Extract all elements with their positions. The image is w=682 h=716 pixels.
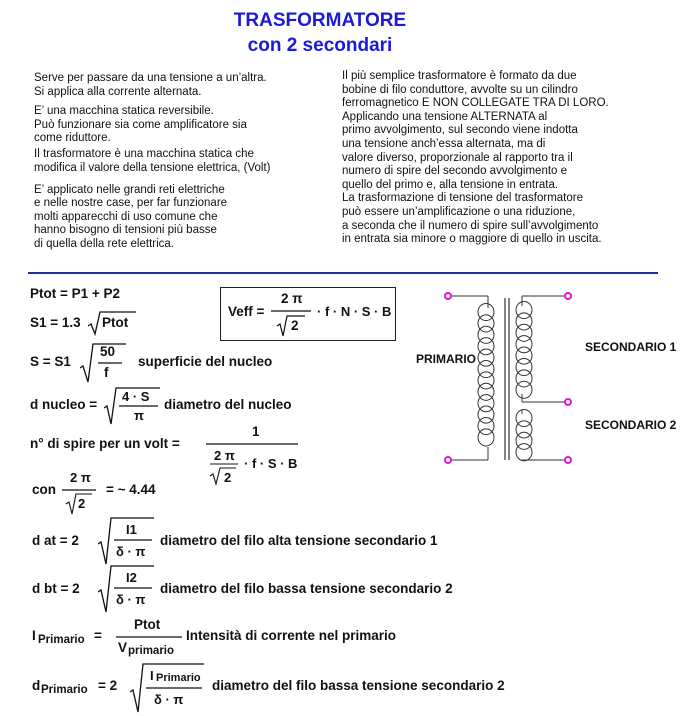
right-line: può essere un’amplificazione o una riduzione, — [342, 205, 576, 218]
formula-d-primario — [30, 662, 550, 714]
left-line: e nelle nostre case, per far funzionare — [34, 197, 228, 210]
con-denominator: 2 — [78, 496, 86, 511]
dp-numerator: I — [150, 668, 154, 683]
dat-denominator: δ · π — [116, 544, 146, 559]
right-line: primo avvolgimento, sul secondo viene indotta — [342, 124, 578, 137]
ip-lhs: I — [32, 628, 36, 643]
s-denominator: f — [104, 365, 109, 380]
s-numerator: 50 — [100, 344, 116, 359]
dbt-description: diametro del filo bassa tensione secondario 2 — [160, 581, 453, 596]
formula-d-at — [30, 516, 480, 566]
terminal-dot — [565, 457, 571, 463]
left-line: di quella della rete elettrica. — [34, 237, 174, 250]
dn-description: diametro del nucleo — [164, 397, 292, 412]
left-line: come riduttore. — [34, 132, 111, 145]
left-line: E’ applicato nelle grandi reti elettriche — [34, 183, 225, 196]
left-line: hanno bisogno di tensioni più basse — [34, 224, 217, 237]
terminal-dot — [445, 293, 451, 299]
secondary-2-coil — [516, 409, 532, 460]
coil-loop — [516, 444, 532, 461]
dn-denominator: π — [134, 408, 144, 423]
spire-frac-numerator: 2 π — [214, 448, 235, 463]
dat-numerator: I1 — [126, 522, 137, 537]
left-line: E’ una macchina statica reversibile. — [34, 105, 214, 118]
left-line: molti apparecchi di uso comune che — [34, 210, 218, 223]
right-line: Applicando una tensione ALTERNATA al — [342, 110, 548, 123]
ip-numerator: Ptot — [134, 617, 161, 632]
primary-winding — [448, 296, 494, 460]
right-line: in entrata sia minore o maggiore di quello in uscita. — [342, 233, 602, 246]
terminal-dot — [445, 457, 451, 463]
right-line: La trasformazione di tensione del trasformatore — [342, 192, 583, 205]
primary-label: PRIMARIO — [416, 352, 476, 366]
formula-d-nucleo — [30, 386, 320, 428]
veff-rest: · f · N · S · B — [317, 304, 392, 319]
formula-i-primario — [30, 614, 430, 660]
ip-description: Intensità di corrente nel primario — [186, 628, 397, 643]
veff-denominator: 2 — [291, 318, 299, 333]
right-line: una tensione anch’essa alternata, ma di — [342, 137, 546, 150]
left-text — [34, 72, 271, 252]
veff-lhs: Veff = — [228, 304, 265, 319]
left-line: Può funzionare sia come amplificatore sia — [34, 118, 247, 131]
con-rhs: = ~ 4.44 — [106, 482, 156, 497]
dat-description: diametro del filo alta tensione secondario 1 — [160, 533, 438, 548]
dat-lhs: d at = 2 — [32, 533, 79, 548]
right-line: bobine di filo conduttore, avvolte su un cilindro — [342, 83, 578, 96]
terminals — [445, 293, 571, 463]
left-line: modifica il valore della tensione elettrica, (Volt) — [34, 161, 271, 174]
con-lhs: con — [32, 482, 57, 497]
terminal-dot — [565, 399, 571, 405]
left-line: Il trasformatore è una macchina statica che — [34, 148, 254, 161]
right-line: numero di spire del secondo avvolgimento e — [342, 165, 568, 178]
veff-box — [220, 287, 396, 341]
right-line: Il più semplice trasformatore è formato da due — [342, 70, 577, 82]
formula-s — [30, 340, 300, 386]
ip-den-subscript: primario — [128, 645, 175, 657]
formula-con — [30, 470, 210, 516]
dbt-lhs: d bt = 2 — [32, 581, 80, 596]
section-divider — [28, 272, 658, 274]
title-line-2: con 2 secondari — [247, 35, 393, 56]
dp-denominator: δ · π — [154, 692, 184, 707]
right-line: valore diverso, proporzionale al rapporto tra il — [342, 151, 573, 164]
s-lhs: S = S1 — [30, 354, 71, 369]
s-description: superficie del nucleo — [138, 354, 273, 369]
dp-lhs: d — [32, 678, 41, 693]
right-text — [342, 70, 609, 247]
dp-subscript: Primario — [41, 684, 88, 696]
dbt-numerator: I2 — [126, 570, 137, 585]
transformer-core — [505, 298, 509, 460]
ip-subscript: Primario — [38, 634, 85, 646]
secondary-1-coil — [516, 301, 532, 398]
spire-lhs: n° di spire per un volt = — [30, 436, 180, 451]
right-line: a seconda che il numero di spire sull’avvolgimento — [342, 219, 599, 232]
veff-numerator: 2 π — [281, 291, 303, 306]
right-line: quello del primo e, alla tensione in entrata. — [342, 178, 559, 191]
ip-fraction-line — [116, 635, 186, 639]
left-line: Serve per passare da una tensione a un’altra. — [34, 72, 267, 84]
dp-equals: = 2 — [98, 678, 118, 693]
title-line-1: TRASFORMATORE — [233, 10, 407, 31]
coil-loop — [516, 381, 532, 398]
primary-coil — [478, 303, 494, 446]
left-line: Si applica alla corrente alternata. — [34, 85, 202, 98]
secondary-2-winding — [516, 409, 568, 460]
ip-equals: = — [94, 628, 102, 643]
formula-ptot: Ptot = P1 + P2 — [30, 286, 121, 301]
dn-lhs: d nucleo = — [30, 397, 98, 412]
secondary-1-winding — [516, 296, 568, 402]
coil-loop — [478, 429, 494, 446]
secondary-1-label: SECONDARIO 1 — [585, 340, 677, 354]
con-numerator: 2 π — [70, 470, 91, 485]
dp-num-subscript: Primario — [156, 672, 201, 684]
terminal-dot — [565, 293, 571, 299]
secondary-2-label: SECONDARIO 2 — [585, 418, 677, 432]
dp-description: diametro del filo bassa tensione secondario 2 — [212, 678, 505, 693]
spire-numerator: 1 — [252, 424, 260, 439]
dn-numerator: 4 · S — [122, 389, 150, 404]
s1-radicand: Ptot — [102, 315, 129, 330]
formula-d-bt — [30, 564, 490, 614]
spire-frac-denominator: 2 — [224, 470, 232, 485]
ip-denominator: V — [118, 640, 128, 655]
dbt-denominator: δ · π — [116, 592, 146, 607]
right-line: ferromagnetico E NON COLLEGATE TRA DI LORO. — [342, 97, 609, 110]
formula-s1 — [30, 310, 140, 336]
transformer-diagram — [400, 282, 682, 482]
spire-rest: · f · S · B — [244, 456, 298, 471]
s1-lhs: S1 = 1.3 — [30, 315, 81, 330]
